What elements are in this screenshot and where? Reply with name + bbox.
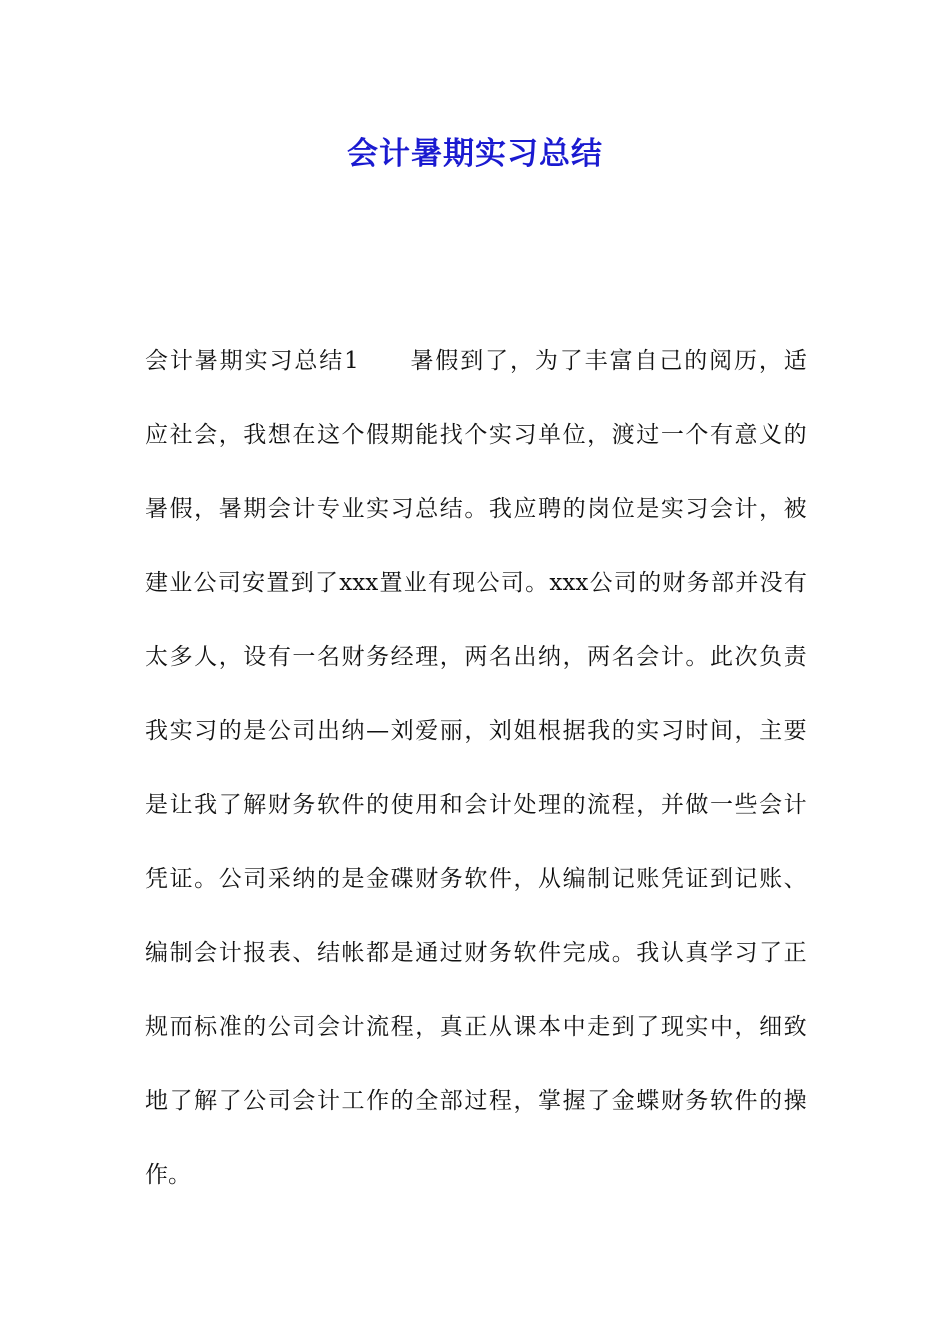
paragraph-line: 凭 证 。 公 司 采 纳 的 是 金 碟 财 务 软 件 ， 从 编 制 记 账 凭 证 到 记 账 、 xyxy=(145,866,807,892)
document-body xyxy=(145,338,807,1226)
paragraph-line: 是 让 我 了 解 财 务 软 件 的 使 用 和 会 计 处 理 的 流 程 ， 并 做 一 些 会 计 xyxy=(145,792,807,818)
paragraph-line: 我 实 习 的 是 公 司 出 纳 — 刘 爱 丽 ， 刘 姐 根 据 我 的 实 习 时 间 ， 主 要 xyxy=(145,718,807,744)
paragraph-line: 太 多 人 ， 设 有 一 名 财 务 经 理 ， 两 名 出 纳 ， 两 名 会 计 。 此 次 负 责 xyxy=(145,644,807,670)
document-title: 会计暑期实习总结 xyxy=(347,136,603,172)
paragraph-line: 地 了 解 了 公 司 会 计 工 作 的 全 部 过 程 ， 掌 握 了 金 蝶 财 务 软 件 的 操 xyxy=(145,1088,807,1114)
paragraph-line: 规 而 标 准 的 公 司 会 计 流 程 ， 真 正 从 课 本 中 走 到 了 现 实 中 ， 细 致 xyxy=(145,1014,807,1040)
paragraph-line: 会 计 暑 期 实 习 总 结 1 暑 假 到 了 ， 为 了 丰 富 自 己 的 阅 历 ， 适 xyxy=(145,348,807,374)
paragraph-line: 编 制 会 计 报 表 、 结 帐 都 是 通 过 财 务 软 件 完 成 。 我 认 真 学 习 了 正 xyxy=(145,940,807,966)
paragraph-line: 暑 假 ， 暑 期 会 计 专 业 实 习 总 结 。 我 应 聘 的 岗 位 是 实 习 会 计 ， 被 xyxy=(145,496,807,522)
paragraph-line: 建 业 公 司 安 置 到 了 xxx 置 业 有 现 公 司 。 xxx 公 司 的 财 务 部 并 没 有 xyxy=(145,570,807,596)
paragraph-line: 作。 xyxy=(145,1162,191,1188)
paragraph-line: 应 社 会 ， 我 想 在 这 个 假 期 能 找 个 实 习 单 位 ， 渡 过 一 个 有 意 义 的 xyxy=(145,422,807,448)
